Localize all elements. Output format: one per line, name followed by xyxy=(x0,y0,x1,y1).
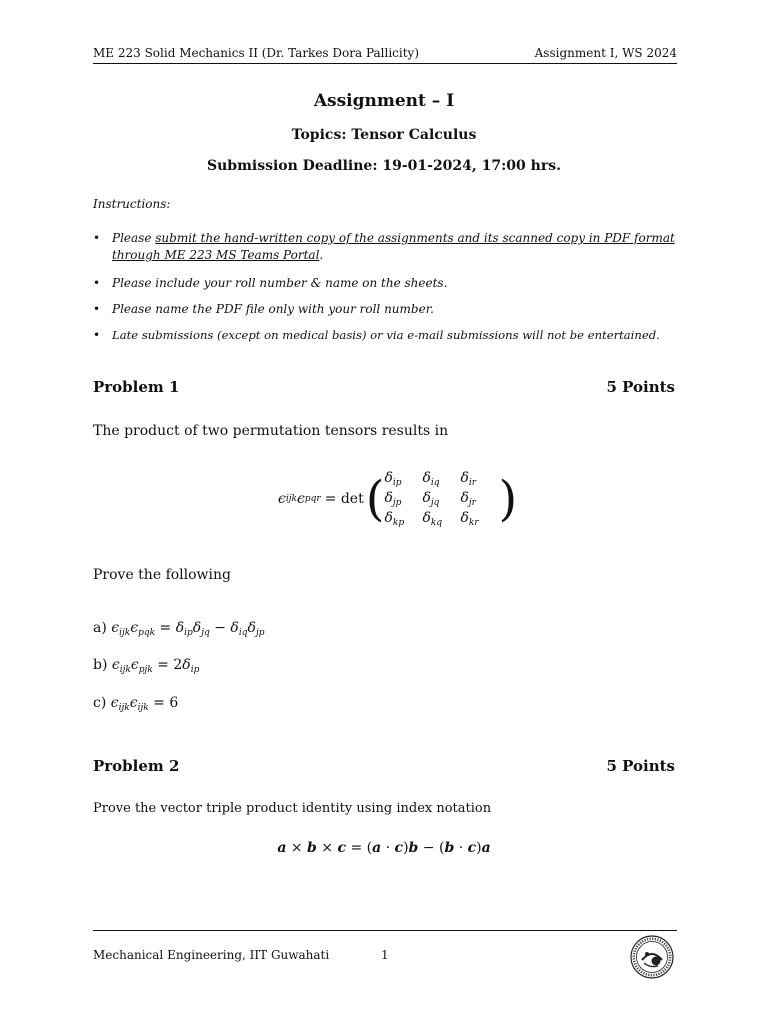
problem-2-heading: Problem 2 5 Points xyxy=(93,757,675,775)
page-number: 1 xyxy=(381,948,389,962)
page-title: Assignment – I xyxy=(313,91,455,111)
header-course: ME 223 Solid Mechanics II (Dr. Tarkes Dora Pallicity) xyxy=(93,46,419,60)
footer-rule xyxy=(93,930,677,931)
footer-institution: Mechanical Engineering, IIT Guwahati xyxy=(93,948,330,962)
iit-guwahati-seal-icon xyxy=(630,935,674,979)
vector-triple-product-identity: a × b × c = (a · c)b − (b · c)a xyxy=(277,840,491,856)
problem-1-points: 5 Points xyxy=(606,378,675,396)
problem-1-heading: Problem 1 5 Points xyxy=(93,378,675,396)
header-rule xyxy=(93,63,677,64)
bullet-icon: • xyxy=(93,231,101,245)
problem-2-intro: Prove the vector triple product identity using index notation xyxy=(93,801,492,816)
deadline-line: Submission Deadline: 19-01-2024, 17:00 hrs. xyxy=(207,158,561,174)
bullet-icon: • xyxy=(93,328,101,342)
part-c-equation: c) $\epsilon_{ijk}\epsilon_{ijk} = 6$ xyxy=(93,695,179,713)
problem-1-intro: The product of two permutation tensors results in xyxy=(93,423,449,439)
instruction-item: • Please submit the hand-written copy of the assignments and its scanned copy in PDF format through ME 223 MS Teams Portal. xyxy=(93,231,675,262)
topics-line: Topics: Tensor Calculus xyxy=(291,127,477,143)
header-assignment: Assignment I, WS 2024 xyxy=(534,46,677,60)
prove-following-text: Prove the following xyxy=(93,567,231,583)
submission-instructions-underlined: submit the hand-written copy of the assignments and its scanned copy in PDF format xyxy=(155,231,675,245)
bullet-icon: • xyxy=(93,276,101,290)
part-a-equation: a) $\epsilon_{ijk}\epsilon_{pqk} = \delta_{ip}\delta_{jq} - \delta_{iq}\delta_{jp}$ xyxy=(93,620,265,638)
kronecker-matrix: $\delta_{ip}$ $\delta_{iq}$ $\delta_{ir}$ $\delta_{jp}$ $\delta_{jq}$ $\delta_{jr}$ $\delta_{kp}$ $\delta_{kq}$ $\delta_{kr}$ xyxy=(384,470,479,528)
permutation-product-equation: ϵ ijk ϵ pqr = det ( $\delta_{ip}$ $\delta_{iq}$ $\delta_{ir}$ $\delta_{jp}$ $\delta_{jq}$ $\delta_{jr}$ $\delta_{kp}$ $\delta_{kq}$ $\delta_{kr}$ ) xyxy=(278,470,518,528)
instructions-label: Instructions: xyxy=(93,197,171,211)
problem-2-points: 5 Points xyxy=(606,757,675,775)
part-b-equation: b) $\epsilon_{ijk}\epsilon_{pjk} = 2\delta_{ip}$ xyxy=(93,657,200,675)
bullet-icon: • xyxy=(93,302,101,316)
